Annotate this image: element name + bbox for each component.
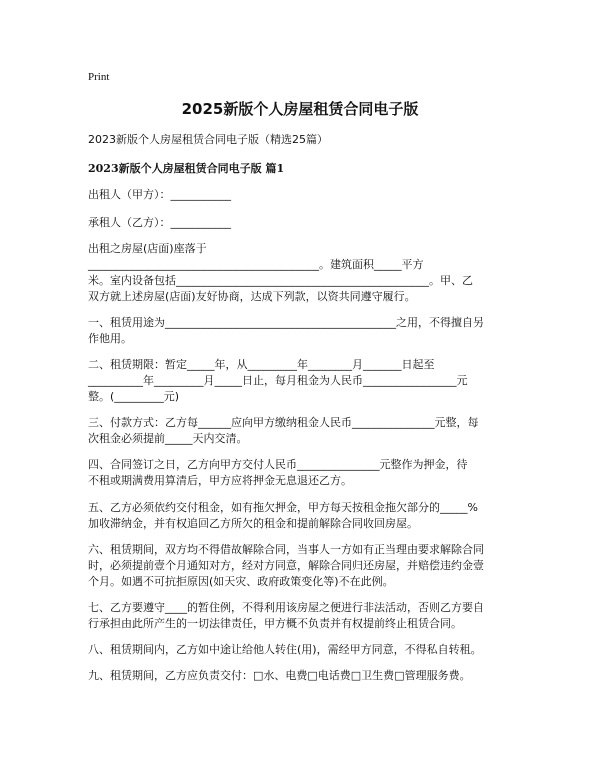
clause-6-line-1: 六、租赁期间，双方均不得借故解除合同，当事人一方如有正当理由要求解除合同: [88, 543, 484, 556]
clause-9: 九、租赁期间，乙方应负责交付：□水、电费□电话费□卫生费□管理服务费。: [88, 669, 471, 682]
location-line: __________________________________________。建筑面积_____平方: [88, 258, 424, 271]
clause-7-line-1: 七、乙方要遵守____的暂住例，不得利用该房屋之便进行非法活动，否则乙方要自: [88, 601, 484, 614]
section-heading: 2023新版个人房屋租赁合同电子版 篇1: [88, 162, 285, 175]
document-title: 2025新版个人房屋租赁合同电子版: [181, 100, 419, 118]
clause-1-line-1: 一、租赁用途为__________________________________________之用，不得擅自另: [88, 316, 484, 329]
clause-5-line-2: 加收滞纳金，并有权追回乙方所欠的租金和提前解除合同收回房屋。: [88, 517, 418, 530]
equipment-line-1: 米。室内设备包括______________________________________________。甲、乙: [88, 274, 473, 287]
clause-6-line-3: 个月。如遇不可抗拒原因(如天灾、政府政策变化等)不在此例。: [88, 575, 394, 588]
lessee-line: 承租人（乙方）：___________: [88, 216, 231, 229]
equipment-line-2: 双方就上述房屋(店面)友好协商，达成下列款，以资共同遵守履行。: [88, 290, 416, 303]
clause-8: 八、租赁期间内，乙方如中途让给他人转住(用)，需经甲方同意，不得私自转租。: [88, 643, 482, 656]
clause-1-line-2: 作他用。: [88, 332, 132, 345]
clause-3-line-1: 三、付款方式：乙方每______应向甲方缴纳租金人民币_______________元整，每: [88, 416, 479, 429]
clause-4-line-2: 不租或期满费用算清后，甲方应将押金无息退还乙方。: [88, 474, 352, 487]
lessor-line: 出租人（甲方）：___________: [88, 188, 231, 201]
clause-6-line-2: 时，必须提前壹个月通知对方，经对方同意，解除合同归还房屋，并赔偿违约金壹: [88, 559, 484, 572]
clause-2-line-1: 二、租赁期限：暂定_____年，从_________年________月_______日起至: [88, 358, 435, 371]
clause-4-line-1: 四、合同签订之日，乙方向甲方交付人民币_______________元整作为押金，待: [88, 458, 468, 471]
location-label: 出租之房屋(店面)座落于: [88, 242, 207, 255]
clause-7-line-2: 行承担由此所产生的一切法律责任，甲方概不负责并有权提前终止租赁合同。: [88, 617, 462, 630]
clause-5-line-1: 五、乙方必须依约交付租金，如有拖欠押金，甲方每天按租金拖欠部分的_____%: [88, 501, 478, 514]
print-label[interactable]: Print: [88, 71, 110, 83]
clause-3-line-2: 次租金必须提前_____天内交清。: [88, 432, 248, 445]
document-subtitle: 2023新版个人房屋租赁合同电子版（精选25篇）: [88, 133, 328, 146]
clause-2-line-3: 整。(_________元): [88, 390, 180, 403]
clause-2-line-2: __________年_________月_____日止，每月租金为人民币_________________元: [88, 374, 468, 387]
